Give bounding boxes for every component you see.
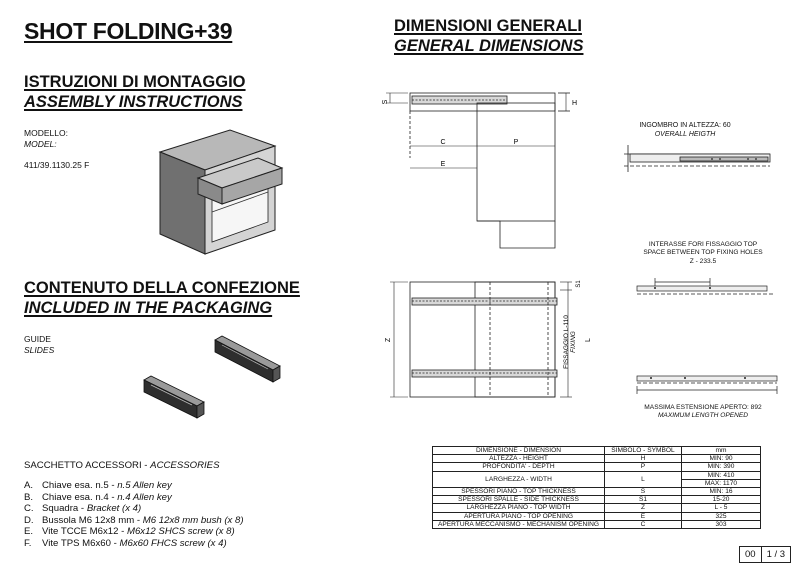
- slides-illustration: [140, 328, 285, 428]
- packaging-heading-en: INCLUDED IN THE PACKAGING: [24, 299, 273, 317]
- accessories-heading-it: SACCHETTO ACCESSORI -: [24, 460, 151, 471]
- list-item: E. Vite TCCE M6x12 - M6x12 SHCS screw (x 8): [24, 526, 235, 538]
- cabinet-left-face: [160, 152, 205, 254]
- table-header-row: DIMENSIONE - DIMENSION SIMBOLO - SYMBOL mm: [433, 447, 761, 455]
- overall-height-it: INGOMBRO IN ALTEZZA: 60: [639, 122, 731, 129]
- page-indicator: [739, 546, 791, 563]
- table-row: MAX: 1170: [433, 479, 761, 487]
- dim-p-label: P: [513, 139, 519, 146]
- cabinet-illustration: [150, 122, 290, 262]
- list-item: B. Chiave esa. n.4 - n.4 Allen key: [24, 491, 172, 503]
- fixing-label-en: FIXING: [570, 331, 577, 353]
- packaging-heading: [24, 278, 300, 318]
- table-row: SPESSORI SPALLE - SIDE THICKNESS S1 15-20: [433, 496, 761, 504]
- dim-e-label: E: [440, 161, 446, 168]
- fixing-label-it: FISSAGGIO L-110: [563, 315, 570, 369]
- dim-s-label: S: [382, 99, 389, 105]
- table-row: PROFONDITA' - DEPTH P MIN: 390: [433, 463, 761, 471]
- accessories-heading-en: ACCESSORIES: [150, 460, 220, 471]
- slides-label-en: SLIDES: [24, 345, 55, 355]
- model-label-en: MODEL:: [24, 139, 57, 149]
- assembly-heading: [24, 72, 246, 112]
- top-view-drawing: [380, 78, 590, 258]
- top-board-outline: [477, 103, 555, 221]
- dim-h-label: H: [572, 100, 578, 107]
- extension-drawing: [625, 270, 785, 400]
- overall-height-label: [630, 121, 740, 139]
- model-code: 411/39.1130.25 F: [24, 160, 90, 170]
- dimension-table: [432, 446, 761, 529]
- table-row: LARGHEZZA - WIDTH L MIN: 410: [433, 471, 761, 479]
- dimensions-heading: [394, 16, 583, 56]
- table-row: ALTEZZA - HEIGHT H MIN: 90: [433, 455, 761, 463]
- table-row: LARGHEZZA PIANO - TOP WIDTH Z L - 5: [433, 504, 761, 512]
- table-row: APERTURA MECCANISMO - MECHANISM OPENING C 303: [433, 520, 761, 528]
- list-item: C. Squadra - Bracket (x 4): [24, 503, 142, 515]
- max-extension-label: MASSIMA ESTENSIONE APERTO: 892 MAXIMUM LENGTH OPENED: [644, 404, 762, 420]
- dim-c-label: C: [440, 139, 446, 146]
- slides-label-it: GUIDE: [24, 334, 51, 344]
- packaging-heading-it: CONTENUTO DELLA CONFEZIONE: [24, 279, 300, 297]
- slide-lower-profile: [412, 370, 557, 377]
- dim-s1-label: S1: [576, 280, 582, 288]
- page-number: 1 / 3: [761, 547, 791, 562]
- table-row: APERTURA PIANO - TOP OPENING E 325: [433, 512, 761, 520]
- dim-z-label: Z: [385, 337, 392, 343]
- revision-number: 00: [745, 549, 756, 560]
- overall-height-drawing: [620, 140, 780, 180]
- accessories-heading: [24, 460, 219, 471]
- list-item: A. Chiave esa. n.5 - n.5 Allen key: [24, 480, 172, 491]
- accessories-list: [24, 480, 244, 550]
- table-row: SPESSORI PIANO - TOP THICKNESS S MIN: 16: [433, 488, 761, 496]
- front-view-drawing: [380, 270, 600, 420]
- dimensions-heading-it: DIMENSIONI GENERALI: [394, 17, 582, 35]
- slide-upper-profile: [412, 298, 557, 305]
- dim-l-label: L: [585, 338, 592, 342]
- fixing-space-label: INTERASSE FORI FISSAGGIO TOP SPACE BETWEEN TOP FIXING HOLES Z - 233.5: [643, 241, 763, 265]
- model-label-it: MODELLO:: [24, 128, 68, 138]
- assembly-heading-it: ISTRUZIONI DI MONTAGGIO: [24, 73, 246, 91]
- model-block: [24, 128, 89, 171]
- slide-upper: [215, 336, 280, 382]
- list-item: F. Vite TPS M6x60 - M6x60 FHCS screw (x 4): [24, 537, 227, 549]
- list-item: D. Bussola M6 12x8 mm - M6 12x8 mm bush (x 8): [24, 514, 244, 526]
- dimensions-heading-en: GENERAL DIMENSIONS: [394, 37, 584, 55]
- document-title: SHOT FOLDING+39: [24, 18, 233, 44]
- slides-label: [24, 334, 54, 356]
- slide-lower: [144, 376, 204, 418]
- overall-height-en: OVERALL HEIGTH: [654, 131, 716, 138]
- assembly-heading-en: ASSEMBLY INSTRUCTIONS: [24, 93, 243, 111]
